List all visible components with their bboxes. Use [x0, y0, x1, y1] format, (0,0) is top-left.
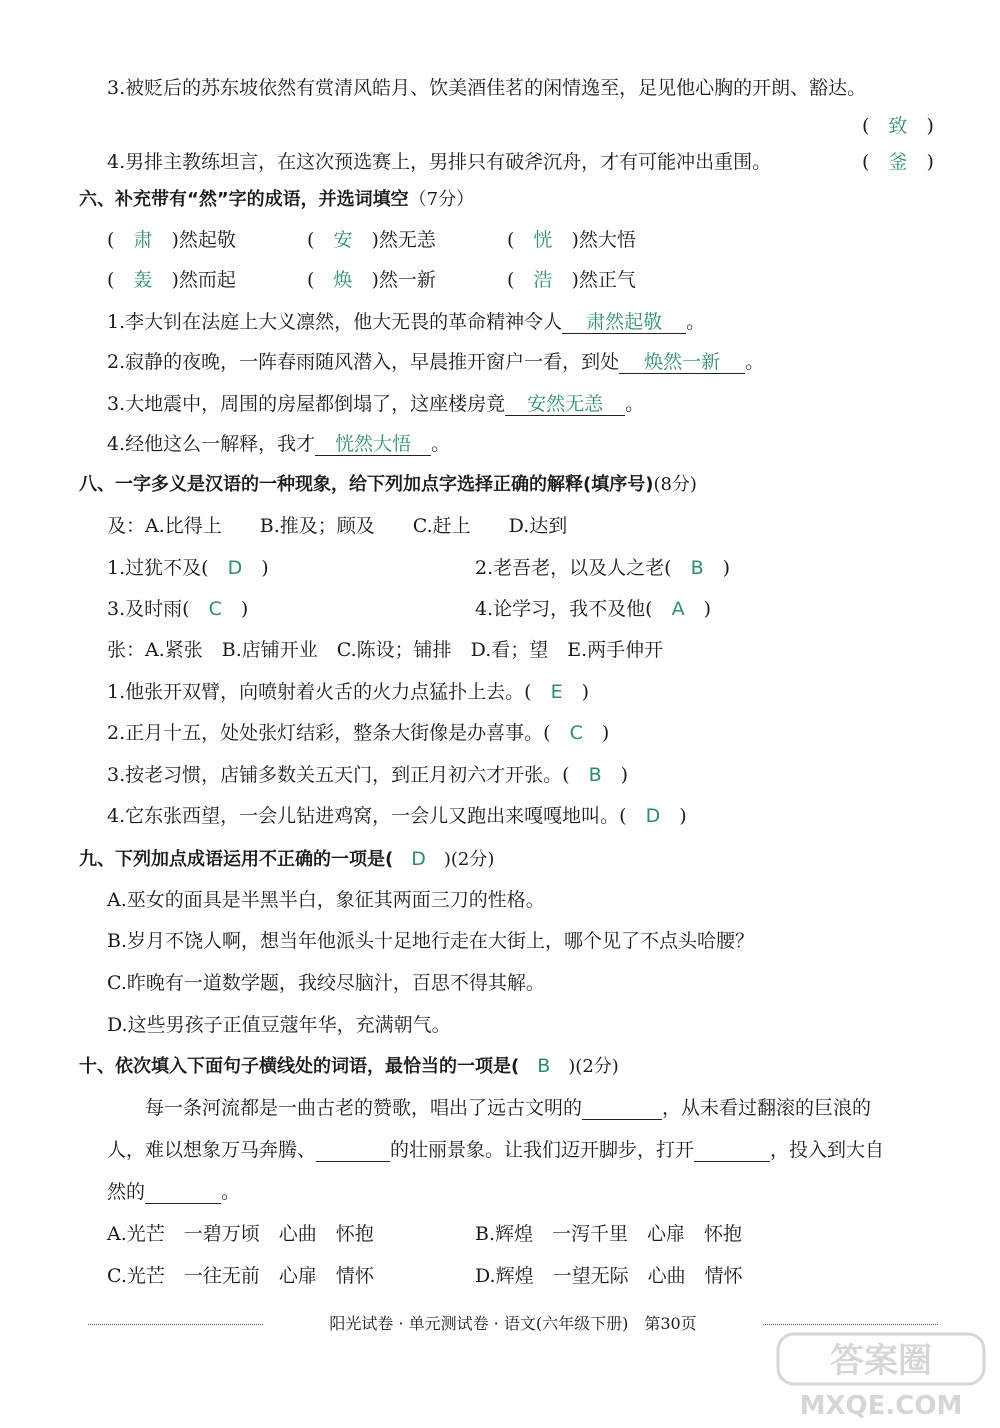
q9-heading: 九、下列加点成语运用不正确的一项是( D )(2分) [79, 848, 495, 870]
q6-blank-4: 恍然大悟 [315, 433, 431, 456]
q6-blank-1: 肃然起敬 [562, 311, 686, 334]
q8-ji-3: 3.及时雨( C ) [107, 598, 249, 620]
q5-item-3-text: 3.被贬后的苏东坡依然有赏清风皓月、饮美酒佳茗的闲情逸至，足见他心胸的开朗、豁达。 [107, 77, 867, 99]
q9-option-d: D.这些男孩子正值豆蔻年华，充满朝气。 [107, 1014, 451, 1036]
q10-passage-line-2: 人，难以想象万马奔腾、 的壮丽景象。让我们迈开脚步，打开 ，投入到大自 [107, 1139, 885, 1161]
q10-option-c: C.光芒 一往无前 心扉 情怀 [107, 1265, 374, 1287]
q8-zhang-definitions: 张：A.紧张 B.店铺开业 C.陈设；铺排 D.看；望 E.两手伸开 [107, 639, 664, 661]
q8-heading: 八、一字多义是汉语的一种现象，给下列加点字选择正确的解释(填序号)(8分) [79, 474, 697, 495]
q6-blank-3: 安然无恙 [505, 393, 625, 416]
q6-idiom-5: ( 焕 )然一新 [307, 269, 436, 291]
q6-heading: 六、补充带有“然”字的成语，并选词填空（7分） [79, 189, 475, 210]
q6-idiom-1: ( 肃 )然起敬 [107, 229, 236, 251]
q8-ji-1: 1.过犹不及( D ) [107, 557, 269, 579]
q5-item-4 [107, 150, 771, 174]
q10-passage-line-1: 每一条河流都是一曲古老的赞歌，唱出了远古文明的 ，从未看过翻滚的巨浪的 [145, 1097, 872, 1119]
q9-option-a: A.巫女的面具是半黑半白，象征其两面三刀的性格。 [107, 889, 545, 911]
q6-sentence-3: 3.大地震中，周围的房屋都倒塌了，这座楼房竟 安然无恙 。 [107, 393, 645, 415]
footer-text: 阳光试卷 · 单元测试卷 · 语文(六年级下册) 第30页 [329, 1314, 697, 1333]
watermark-bottom-text: MXQE.COM [799, 1391, 963, 1420]
q5-answer-4: ( 釜 ) [862, 151, 934, 173]
q9-option-c: C.昨晚有一道数学题，我绞尽脑汁，百思不得其解。 [107, 972, 545, 994]
q10-blank-3 [694, 1161, 770, 1162]
q8-zhang-2: 2.正月十五，处处张灯结彩，整条大街像是办喜事。( C ) [107, 722, 610, 744]
footer-divider-left [88, 1324, 263, 1325]
watermark-logo [776, 1330, 986, 1420]
q6-sentence-4: 4.经他这么一解释，我才 恍然大悟 。 [107, 433, 451, 455]
q8-zhang-3: 3.按老习惯，店铺多数关五天门，到正月初六才开张。( B ) [107, 764, 629, 786]
q6-idiom-3: ( 恍 )然大悟 [507, 229, 636, 251]
watermark-top-text: 答案圈 [830, 1341, 932, 1381]
q10-blank-4 [145, 1203, 221, 1204]
q10-heading: 十、依次填入下面句子横线处的词语，最恰当的一项是( B )(2分) [79, 1055, 619, 1077]
q10-option-d: D.辉煌 一望无际 心曲 情怀 [475, 1265, 743, 1287]
q10-option-b: B.辉煌 一泻千里 心扉 怀抱 [475, 1223, 743, 1245]
q8-ji-2: 2.老吾老，以及人之老( B ) [475, 557, 731, 579]
q6-idiom-4: ( 轰 )然而起 [107, 269, 236, 291]
q6-sentence-1: 1.李大钊在法庭上大义凛然，他大无畏的革命精神令人 肃然起敬 。 [107, 311, 706, 333]
q10-blank-1 [582, 1119, 662, 1120]
q6-idiom-6: ( 浩 )然正气 [507, 269, 636, 291]
q8-ji-definitions: 及：A.比得上 B.推及；顾及 C.赶上 D.达到 [107, 515, 568, 537]
q6-sentence-2: 2.寂静的夜晚，一阵春雨随风潜入，早晨推开窗户一看，到处 焕然一新 。 [107, 351, 765, 373]
q6-blank-2: 焕然一新 [619, 351, 745, 374]
q5-item-4-text: 4.男排主教练坦言，在这次预选赛上，男排只有破斧沉舟，才有可能冲出重围。 [107, 151, 772, 173]
q10-blank-2 [316, 1161, 390, 1162]
q8-zhang-1: 1.他张开双臂，向喷射着火舌的火力点猛扑上去。( E ) [107, 681, 589, 703]
q5-answer-3: ( 致 ) [862, 115, 934, 137]
q5-item-3 [107, 76, 866, 100]
q10-option-a: A.光芒 一碧万顷 心曲 怀抱 [107, 1223, 374, 1245]
q8-zhang-4: 4.它东张西望，一会儿钻进鸡窝，一会儿又跑出来嘎嘎地叫。( D ) [107, 805, 687, 827]
q10-passage-line-3: 然的 。 [107, 1181, 241, 1203]
q9-option-b: B.岁月不饶人啊，想当年他派头十足地行走在大街上，哪个见了不点头哈腰？ [107, 930, 755, 952]
footer-divider-right [763, 1324, 938, 1325]
q8-ji-4: 4.论学习，我不及他( A ) [475, 598, 711, 620]
q6-idiom-2: ( 安 )然无恙 [307, 229, 436, 251]
